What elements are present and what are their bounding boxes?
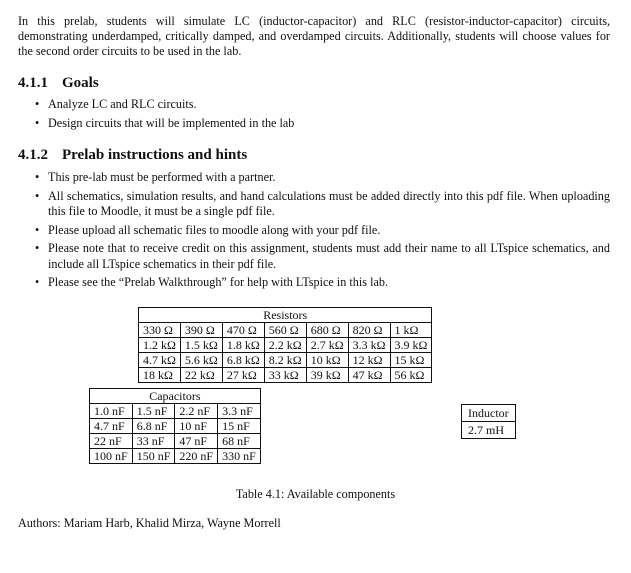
table-cell: 5.6 kΩ xyxy=(180,353,222,368)
prelab-heading xyxy=(18,146,610,164)
table-cell: 3.3 kΩ xyxy=(348,338,390,353)
table-cell: 1.5 kΩ xyxy=(180,338,222,353)
authors-line: Authors: Mariam Harb, Khalid Mirza, Wayne Morrell xyxy=(18,516,281,530)
table-cell: 56 kΩ xyxy=(390,368,432,383)
table-cell: 15 kΩ xyxy=(390,353,432,368)
table-cell: 1.5 nF xyxy=(132,404,175,419)
document-page xyxy=(18,14,610,291)
table-cell: 680 Ω xyxy=(306,323,348,338)
table-cell: 15 nF xyxy=(218,419,261,434)
table-cell: 33 nF xyxy=(132,434,175,449)
inductor-table xyxy=(461,404,516,439)
inductor-value: 2.7 mH xyxy=(462,422,516,439)
goals-list xyxy=(18,97,610,131)
table-cell: 8.2 kΩ xyxy=(264,353,306,368)
list-item: • Please see the “Prelab Walkthrough” for help with LTspice in this lab. xyxy=(18,275,610,291)
prelab-number: 4.1.2 xyxy=(18,147,48,163)
goals-title: Goals xyxy=(62,75,99,91)
table-cell: 47 kΩ xyxy=(348,368,390,383)
table-cell: 4.7 nF xyxy=(90,419,133,434)
goals-heading xyxy=(18,74,610,92)
list-item: • Please note that to receive credit on this assignment, students must add their name to all LTspice schematics, and include all LTspice schematics in their pdf file. xyxy=(18,241,610,272)
table-cell: 820 Ω xyxy=(348,323,390,338)
table-cell: 2.2 kΩ xyxy=(264,338,306,353)
table-cell: 33 kΩ xyxy=(264,368,306,383)
table-cell: 150 nF xyxy=(132,449,175,464)
table-cell: 6.8 kΩ xyxy=(222,353,264,368)
resistors-title: Resistors xyxy=(139,308,432,323)
table-cell: 39 kΩ xyxy=(306,368,348,383)
table-cell: 22 nF xyxy=(90,434,133,449)
table-cell: 12 kΩ xyxy=(348,353,390,368)
table-cell: 2.7 kΩ xyxy=(306,338,348,353)
resistors-table xyxy=(138,307,432,383)
table-cell: 1.0 nF xyxy=(90,404,133,419)
capacitors-table xyxy=(89,388,261,464)
table-cell: 6.8 nF xyxy=(132,419,175,434)
table-cell: 330 nF xyxy=(218,449,261,464)
table-cell: 3.3 nF xyxy=(218,404,261,419)
table-cell: 100 nF xyxy=(90,449,133,464)
intro-paragraph: In this prelab, students will simulate LC (inductor-capacitor) and RLC (resistor-inductor-capacitor) circuits, demonstrating underdamped, critically damped, and overdamped circuits. Additionally, students will choose values for the second order circuits to be used in the lab. xyxy=(18,14,610,58)
table-cell: 390 Ω xyxy=(180,323,222,338)
list-item: • All schematics, simulation results, and hand calculations must be added directly into this pdf file. When uploading this file to Moodle, it must be a single pdf file. xyxy=(18,189,610,220)
table-cell: 18 kΩ xyxy=(139,368,181,383)
table-cell: 22 kΩ xyxy=(180,368,222,383)
table-cell: 470 Ω xyxy=(222,323,264,338)
prelab-title: Prelab instructions and hints xyxy=(62,147,248,163)
table-cell: 10 kΩ xyxy=(306,353,348,368)
capacitors-title: Capacitors xyxy=(90,389,261,404)
table-cell: 2.2 nF xyxy=(175,404,218,419)
list-item: • Design circuits that will be implemented in the lab xyxy=(18,116,610,132)
goals-number: 4.1.1 xyxy=(18,75,48,91)
table-cell: 27 kΩ xyxy=(222,368,264,383)
table-cell: 1.8 kΩ xyxy=(222,338,264,353)
table-cell: 68 nF xyxy=(218,434,261,449)
table-cell: 47 nF xyxy=(175,434,218,449)
table-cell: 4.7 kΩ xyxy=(139,353,181,368)
table-cell: 330 Ω xyxy=(139,323,181,338)
list-item: • Please upload all schematic files to moodle along with your pdf file. xyxy=(18,223,610,239)
table-caption: Table 4.1: Available components xyxy=(235,487,396,501)
table-cell: 10 nF xyxy=(175,419,218,434)
list-item: • Analyze LC and RLC circuits. xyxy=(18,97,610,113)
table-cell: 220 nF xyxy=(175,449,218,464)
prelab-list xyxy=(18,170,610,291)
table-cell: 1.2 kΩ xyxy=(139,338,181,353)
list-item: • This pre-lab must be performed with a partner. xyxy=(18,170,610,186)
table-cell: 560 Ω xyxy=(264,323,306,338)
table-cell: 1 kΩ xyxy=(390,323,432,338)
table-cell: 3.9 kΩ xyxy=(390,338,432,353)
inductor-title: Inductor xyxy=(462,405,516,422)
